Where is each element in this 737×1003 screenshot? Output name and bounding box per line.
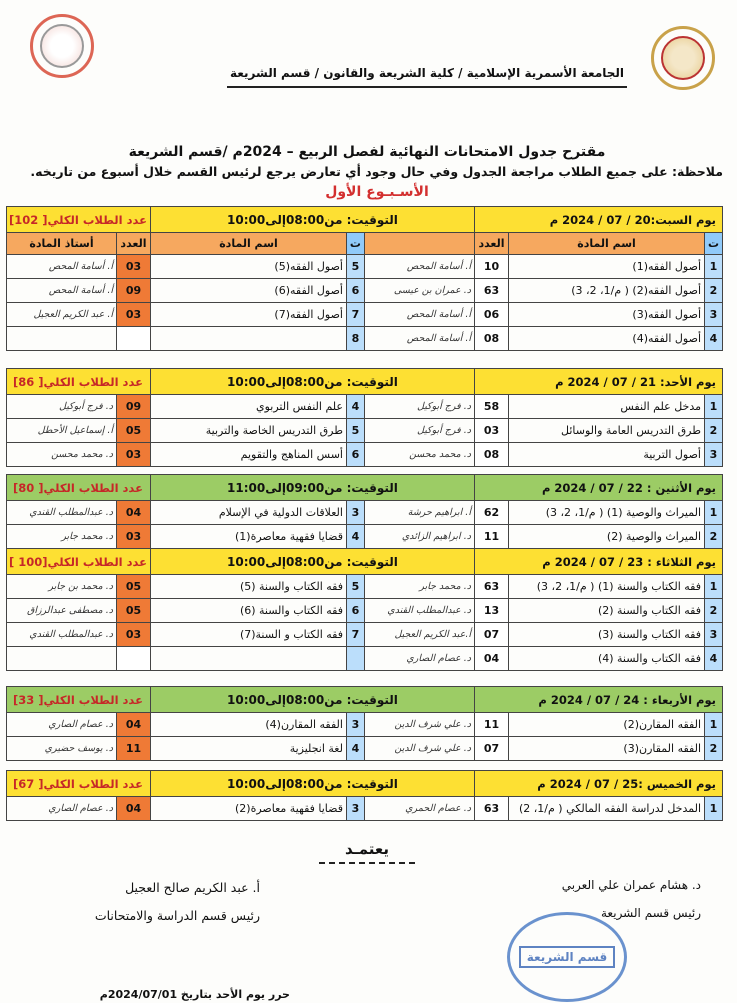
table-row [6,525,722,549]
official-stamp-icon [507,912,627,1002]
row-number: 2 [705,525,723,549]
subject-name: فقه الكتاب والسنة (3) [509,623,705,647]
professor-name: د. محمد محسن [6,443,116,467]
row-number: 4 [346,737,364,761]
student-count: 03 [117,623,151,647]
day-time: التوقيت: من08:00إلى10:00 [150,687,474,713]
table-row [6,419,722,443]
subject-name: أصول الفقه(6) [150,279,346,303]
subject-name: طرق التدريس العامة والوسائل [509,419,705,443]
professor-name: د. عصام الصاري [6,713,116,737]
row-number: 6 [346,443,364,467]
day-table [6,686,723,761]
table-row [6,303,722,327]
day-time: التوقيت: من08:00إلى10:00 [151,549,475,575]
subject-name [151,647,347,671]
student-count: 03 [116,303,150,327]
student-count: 09 [116,395,150,419]
row-number: 1 [705,255,723,279]
student-count: 04 [475,647,509,671]
day-table [6,548,723,671]
row-number: 5 [346,255,364,279]
table-row [6,647,722,671]
professor-name: د. ابراهيم الزائدي [364,525,474,549]
table-row [6,443,722,467]
row-number: 3 [346,797,364,821]
university-seal-icon [651,26,715,90]
issue-date: حرر يوم الأحد بتاريخ 2024/07/01م [99,988,290,1001]
column-headers [6,233,722,255]
professor-name: د. عصام الحمري [364,797,474,821]
row-number: 3 [346,713,364,737]
professor-name: أ. أسامة المحص [364,327,474,351]
department-head-name: د. هشام عمران علي العربي [561,878,701,892]
professor-name: د. علي شرف الدين [364,713,474,737]
professor-name: د. فرج أبوكيل [364,395,474,419]
student-count: 63 [474,797,508,821]
col-count: العدد [116,233,150,255]
day-total: عدد الطلاب الكلي[ 33] [6,687,150,713]
col-subject: اسم المادة [509,233,705,255]
professor-name: د. عصام الصاري [365,647,475,671]
subject-name: أصول الفقه(2) ( م/1، 2، 3) [509,279,705,303]
subject-name: الميراث والوصية (1) ( م/1، 2، 3) [509,501,705,525]
day-date: يوم الخميس :25 / 07 / 2024 م [474,771,722,797]
professor-name: أ. أسامة المحص [364,255,474,279]
subject-name: فقه الكتاب والسنة (1) ( م/1، 2، 3) [509,575,705,599]
student-count: 03 [116,443,150,467]
day-total: عدد الطلاب الكلي[ 80] [6,475,150,501]
day-total: عدد الطلاب الكلي[100 ] [6,549,150,575]
row-number: 4 [705,647,723,671]
student-count: 62 [474,501,508,525]
professor-name [6,327,116,351]
professor-name: د. محمد جابر [365,575,475,599]
student-count: 63 [474,279,508,303]
col-prof [364,233,474,255]
row-number: 4 [346,525,364,549]
student-count: 11 [116,737,150,761]
professor-name: د. فرج أبوكيل [364,419,474,443]
row-number: 2 [705,737,723,761]
professor-name: د. محمد محسن [364,443,474,467]
subject-name: المدخل لدراسة الفقه المالكي ( م/1، 2) [509,797,705,821]
subject-name: أصول الفقه(3) [509,303,705,327]
row-number: 1 [705,797,723,821]
row-number: 3 [705,623,723,647]
subject-name: الميراث والوصية (2) [509,525,705,549]
row-number: 4 [705,327,723,351]
day-header [6,549,722,575]
table-row [6,599,722,623]
professor-name: د. محمد جابر [6,525,116,549]
day-table [6,206,723,351]
row-number: 8 [346,327,364,351]
day-date: يوم السبت:20 / 07 / 2024 م [474,207,722,233]
professor-name: د. فرج أبوكيل [6,395,116,419]
day-header [6,771,722,797]
row-number: 7 [346,303,364,327]
row-number: 5 [347,575,365,599]
student-count: 09 [116,279,150,303]
subject-name: فقه الكتاب والسنة (6) [151,599,347,623]
week-label: الأسـبـوع الأول [325,184,429,200]
row-number: 2 [705,599,723,623]
subject-name: فقه الكتاب و السنة(7) [151,623,347,647]
row-number: 2 [705,279,723,303]
row-number: 3 [346,501,364,525]
row-number: 7 [347,623,365,647]
table-row [6,623,722,647]
student-count: 08 [474,327,508,351]
table-row [6,737,722,761]
day-header [6,369,722,395]
row-number: 1 [705,501,723,525]
subject-name: فقه الكتاب والسنة (5) [151,575,347,599]
table-row [6,713,722,737]
subject-name: أصول الفقه(7) [150,303,346,327]
student-count: 13 [475,599,509,623]
subject-name: أصول الفقه(4) [509,327,705,351]
stamp-text: قسم الشريعة [519,946,616,968]
table-row [6,395,722,419]
day-date: يوم الثلاثاء : 23 / 07 / 2024 م [475,549,723,575]
row-number [347,647,365,671]
exams-head-name: أ. عبد الكريم صالح العجيل [125,880,260,895]
day-header [6,687,722,713]
professor-name: أ. إسماعيل الأحطل [6,419,116,443]
row-number: 6 [347,599,365,623]
student-count: 07 [475,623,509,647]
subject-name: أصول الفقه(1) [509,255,705,279]
subject-name: أصول الفقه(5) [150,255,346,279]
student-count: 05 [117,599,151,623]
professor-name: أ.عبد الكريم العجيل [365,623,475,647]
table-row [6,797,722,821]
page-title: مقترح جدول الامتحانات النهائية لفصل الربيع – 2024م /قسم الشريعة [128,144,606,160]
table-row [6,279,722,303]
professor-name: أ. عبد الكريم العجيل [6,303,116,327]
professor-name: د. محمد بن جابر [6,575,116,599]
professor-name: د. علي شرف الدين [364,737,474,761]
professor-name: أ. ابراهيم حرشة [364,501,474,525]
day-date: يوم الأحد: 21 / 07 / 2024 م [474,369,722,395]
department-head-title: رئيس قسم الشريعة [601,906,701,920]
student-count: 63 [475,575,509,599]
day-date: يوم الأثنين : 22 / 07 / 2024 م [474,475,722,501]
student-count: 04 [116,797,150,821]
subject-name: فقه الكتاب والسنة (4) [509,647,705,671]
day-table [6,474,723,549]
student-count: 04 [116,501,150,525]
subject-name: الفقه المقارن(4) [150,713,346,737]
student-count: 11 [474,713,508,737]
day-total: عدد الطلاب الكلي[ 86] [6,369,150,395]
day-table [6,368,723,467]
student-count: 05 [117,575,151,599]
professor-name: د. عبدالمطلب القندي [365,599,475,623]
professor-name: د. عبدالمطلب القندي [6,501,116,525]
professor-name: د. مصطفى عبدالرزاق [6,599,116,623]
subject-name [150,327,346,351]
row-number: 3 [705,443,723,467]
table-row [6,575,722,599]
subject-name: الفقه المقارن(3) [509,737,705,761]
professor-name: أ. أسامة المحص [364,303,474,327]
subject-name: علم النفس التربوي [150,395,346,419]
subject-name: قضايا فقهية معاصرة(2) [150,797,346,821]
table-row [6,501,722,525]
row-number: 5 [346,419,364,443]
table-row [6,327,722,351]
day-header [6,207,722,233]
day-table [6,770,723,821]
col-subject: اسم المادة [150,233,346,255]
student-count: 11 [474,525,508,549]
student-count: 07 [474,737,508,761]
faculty-logo-icon [30,14,94,78]
day-total: عدد الطلاب الكلي[ 102] [6,207,150,233]
subject-name: فقه الكتاب والسنة (2) [509,599,705,623]
student-count: 03 [116,525,150,549]
row-number: 3 [705,303,723,327]
approval-underline [319,862,415,864]
professor-name: أ. أسامة المحص [6,255,116,279]
subject-name: قضايا فقهية معاصرة(1) [150,525,346,549]
professor-name: أ. أسامة المحص [6,279,116,303]
row-number: 6 [346,279,364,303]
exams-head-title: رئيس قسم الدراسة والامتحانات [94,908,260,923]
col-num: ت [705,233,723,255]
day-time: التوقيت: من09:00إلى11:00 [150,475,474,501]
subject-name: أسس المناهج والتقويم [150,443,346,467]
professor-name: د. عبدالمطلب القندي [6,623,116,647]
institution-line: الجامعة الأسمرية الإسلامية / كلية الشريعة والقانون / قسم الشريعة [229,66,625,80]
day-time: التوقيت: من08:00إلى10:00 [150,207,474,233]
student-count: 58 [474,395,508,419]
student-count: 06 [474,303,508,327]
student-count [117,647,151,671]
subject-name: لغة انجليزية [150,737,346,761]
professor-name: د. عصام الصاري [6,797,116,821]
day-time: التوقيت: من08:00إلى10:00 [150,369,474,395]
day-time: التوقيت: من08:00إلى10:00 [150,771,474,797]
row-number: 1 [705,713,723,737]
col-count: العدد [474,233,508,255]
header-divider [227,86,627,88]
row-number: 4 [346,395,364,419]
subject-name: طرق التدريس الخاصة والتربية [150,419,346,443]
student-count: 05 [116,419,150,443]
subject-name: مدخل علم النفس [509,395,705,419]
student-count: 08 [474,443,508,467]
row-number: 1 [705,575,723,599]
professor-name: د. عمران بن عيسى [364,279,474,303]
student-count: 03 [116,255,150,279]
row-number: 1 [705,395,723,419]
student-count [116,327,150,351]
subject-name: الفقه المقارن(2) [509,713,705,737]
col-num: ت [346,233,364,255]
professor-name: د. يوسف حضيري [6,737,116,761]
table-row [6,255,722,279]
approval-label: يعتمـد [344,840,390,858]
subject-name: أصول التربية [509,443,705,467]
col-prof: أستاذ المادة [6,233,116,255]
student-count: 10 [474,255,508,279]
professor-name [6,647,116,671]
student-count: 03 [474,419,508,443]
subject-name: العلاقات الدولية في الإسلام [150,501,346,525]
student-count: 04 [116,713,150,737]
row-number: 2 [705,419,723,443]
day-header [6,475,722,501]
schedule-note: ملاحظة: على جميع الطلاب مراجعة الجدول وفي حال وجود أي تعارض يرجع لرئيس القسم خلال أسبوع من تاريخه. [30,164,723,179]
day-total: عدد الطلاب الكلي[ 67] [6,771,150,797]
day-date: يوم الأربعاء : 24 / 07 / 2024 م [474,687,722,713]
